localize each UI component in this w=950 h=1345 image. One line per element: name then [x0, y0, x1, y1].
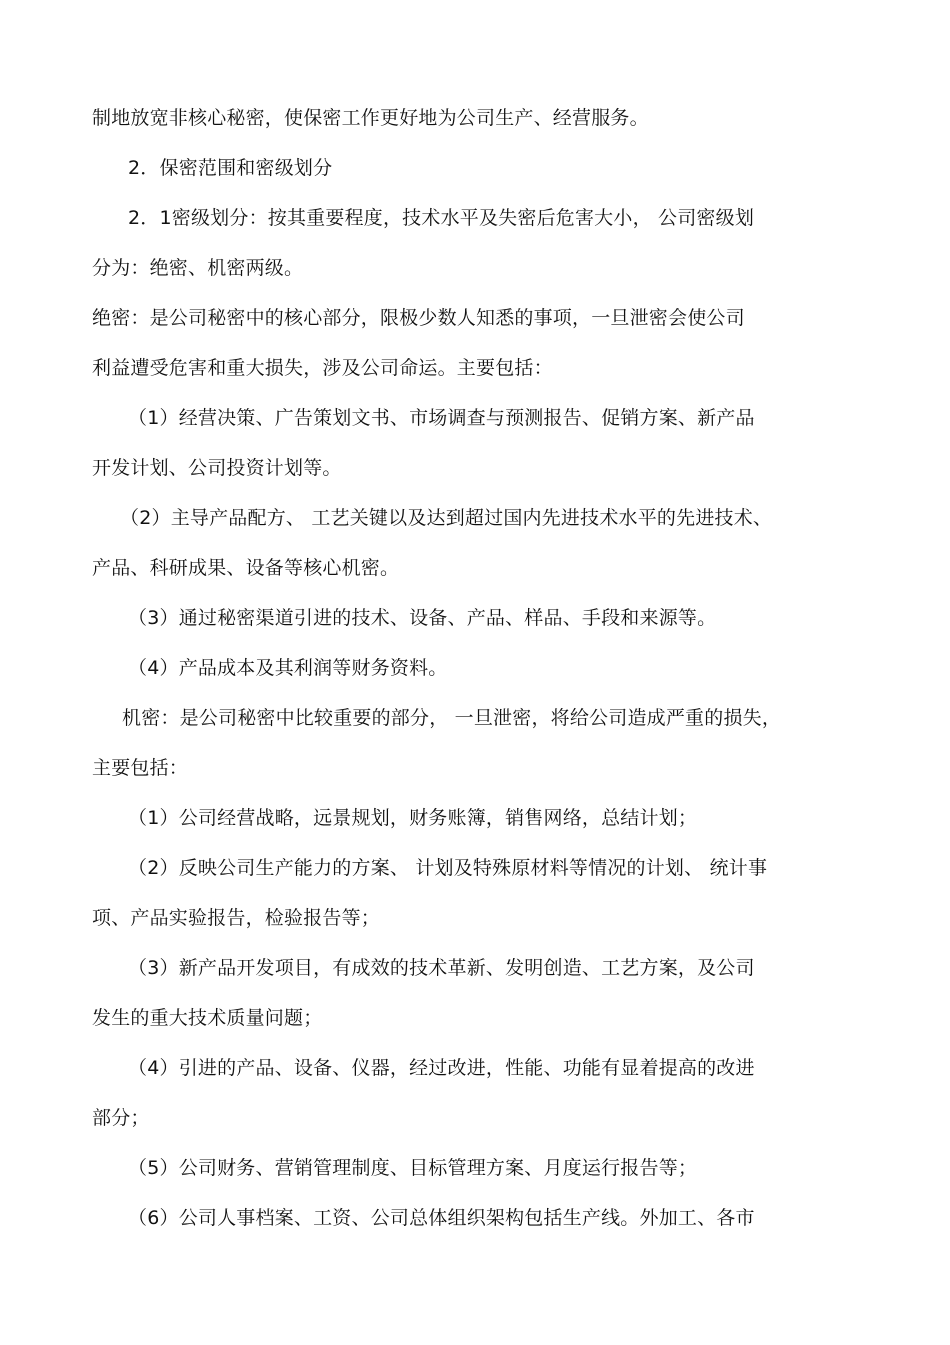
text-line: 项、产品实验报告，检验报告等； — [92, 907, 381, 929]
list-item: （5）公司财务、营销管理制度、目标管理方案、月度运行报告等； — [128, 1157, 698, 1179]
text-line: 机密：是公司秘密中比较重要的部分， 一旦泄密，将给公司造成严重的损失， — [122, 707, 782, 729]
text-line: 制地放宽非核心秘密，使保密工作更好地为公司生产、经营服务。 — [92, 107, 649, 129]
text-line: 发生的重大技术质量问题； — [92, 1007, 323, 1029]
text-line: 分为：绝密、机密两级。 — [92, 257, 304, 279]
list-item: （4）引进的产品、设备、仪器，经过改进，性能、功能有显着提高的改进 — [128, 1057, 755, 1079]
text-line: 开发计划、公司投资计划等。 — [92, 457, 342, 479]
list-item: （2）主导产品配方、 工艺关键以及达到超过国内先进技术水平的先进技术、 — [120, 507, 773, 529]
text-line: 利益遭受危害和重大损失，涉及公司命运。主要包括： — [92, 357, 553, 379]
list-item: （6）公司人事档案、工资、公司总体组织架构包括生产线。外加工、各市 — [128, 1207, 755, 1229]
list-item: （4）产品成本及其利润等财务资料。 — [128, 657, 448, 679]
text-line: 产品、科研成果、设备等核心机密。 — [92, 557, 400, 579]
list-item: （3）新产品开发项目，有成效的技术革新、发明创造、工艺方案，及公司 — [128, 957, 755, 979]
list-item: （1）经营决策、广告策划文书、市场调查与预测报告、促销方案、新产品 — [128, 407, 755, 429]
text-line: 2．1密级划分：按其重要程度，技术水平及失密后危害大小， 公司密级划 — [128, 207, 755, 229]
list-item: （3）通过秘密渠道引进的技术、设备、产品、样品、手段和来源等。 — [128, 607, 717, 629]
list-item: （2）反映公司生产能力的方案、 计划及特殊原材料等情况的计划、 统计事 — [128, 857, 768, 879]
text-line: 部分； — [92, 1107, 150, 1129]
text-line: 绝密：是公司秘密中的核心部分，限极少数人知悉的事项，一旦泄密会使公司 — [92, 307, 745, 329]
list-item: （1）公司经营战略，远景规划，财务账簿，销售网络，总结计划； — [128, 807, 698, 829]
text-line: 主要包括： — [92, 757, 189, 779]
section-heading: 2．保密范围和密级划分 — [128, 157, 333, 179]
